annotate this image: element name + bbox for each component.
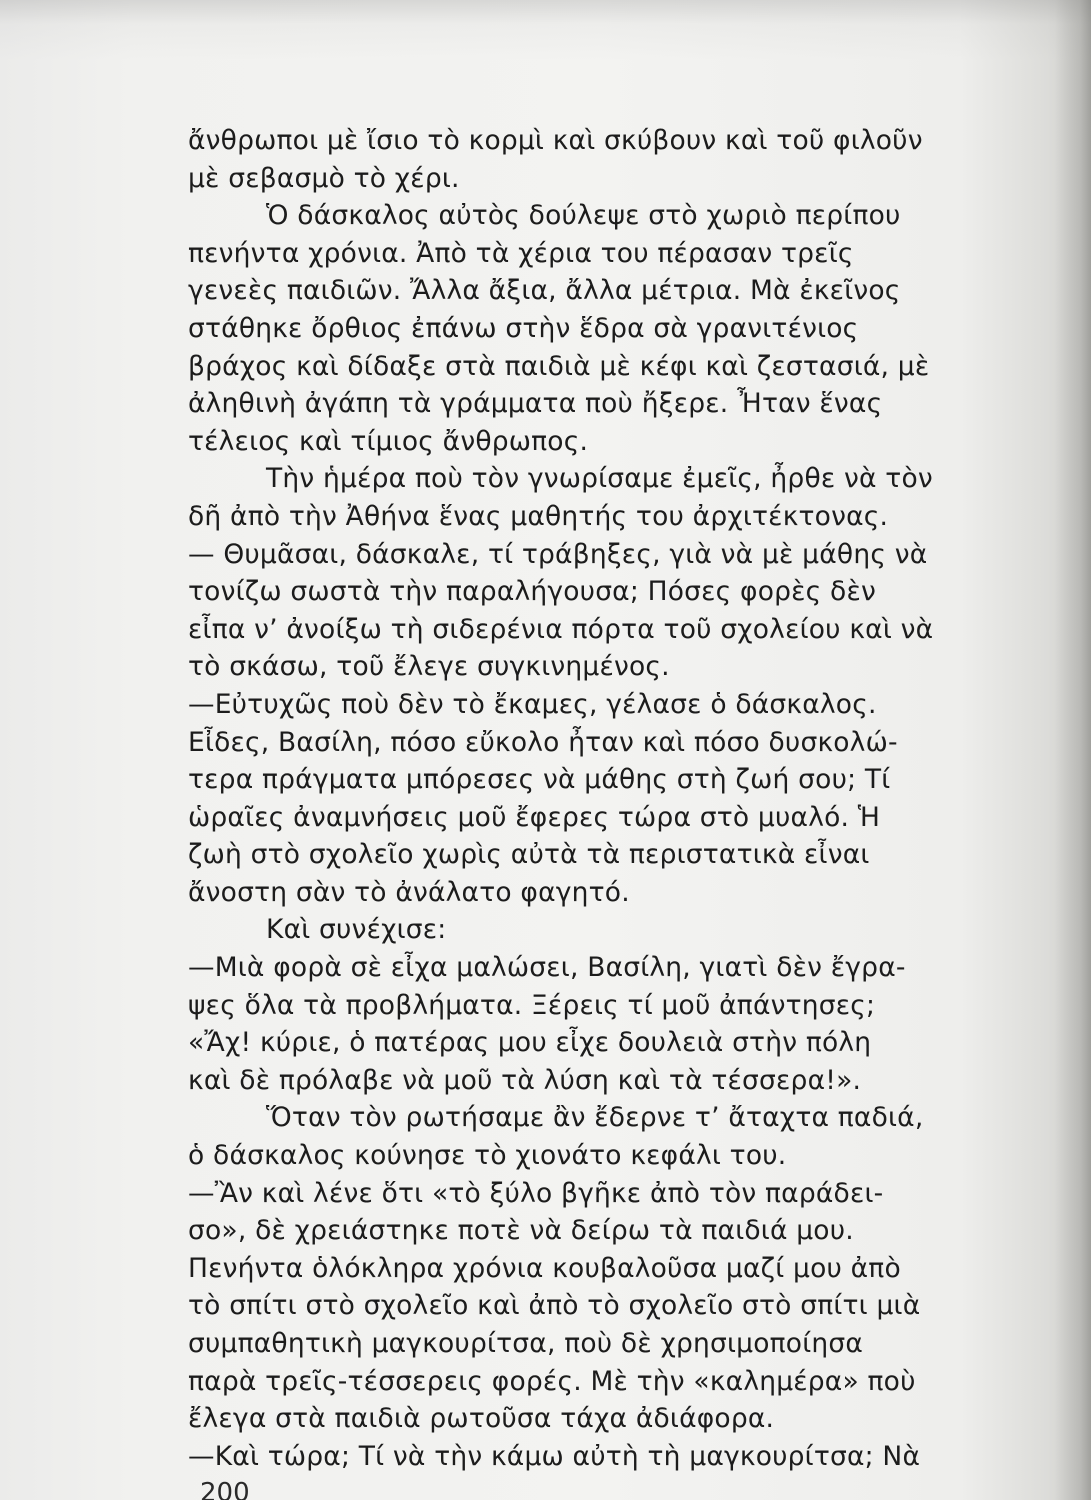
text-line: γενεὲς παιδιῶν. Ἄλλα ἄξια, ἄλλα μέτρια. Μὰ ἐκεῖνος — [188, 275, 901, 307]
text-line: στάθηκε ὄρθιος ἐπάνω στὴν ἕδρα σὰ γρανιτένιος — [188, 312, 859, 344]
dialogue-line: —Καὶ τώρα; Τί νὰ τὴν κάμω αὐτὴ τὴ μαγκουρίτσα; Νὰ — [188, 1440, 921, 1472]
page-right-edge-shadow — [1055, 0, 1091, 1500]
paragraph-start-line: Ὁ δάσκαλος αὐτὸς δούλεψε στὸ χωριὸ περίπου — [266, 200, 901, 232]
scan-top-shadow — [0, 0, 1091, 60]
text-line: ὁ δάσκαλος κούνησε τὸ χιονάτο κεφάλι του. — [188, 1140, 787, 1172]
paragraph-start-line: Τὴν ἡμέρα ποὺ τὸν γνωρίσαμε ἐμεῖς, ἦρθε νὰ τὸν — [266, 463, 933, 495]
page-body-text — [188, 122, 1048, 1475]
paragraph-start-line: Καὶ συνέχισε: — [266, 914, 447, 946]
text-line: τὸ σπίτι στὸ σχολεῖο καὶ ἀπὸ τὸ σχολεῖο στὸ σπίτι μιὰ — [188, 1290, 921, 1322]
page-number: 200 — [200, 1478, 250, 1500]
paragraph-start-line: Ὅταν τὸν ρωτήσαμε ἂν ἔδερνε τ’ ἄταχτα παδιά, — [266, 1102, 924, 1134]
text-line: ὡραῖες ἀναμνήσεις μοῦ ἔφερες τώρα στὸ μυαλό. Ἡ — [188, 801, 881, 833]
dialogue-line: —Μιὰ φορὰ σὲ εἶχα μαλώσει, Βασίλη, γιατὶ δὲν ἔγρα- — [188, 952, 906, 984]
text-line: τὸ σκάσω, τοῦ ἔλεγε συγκινημένος. — [188, 651, 670, 683]
text-line: παρὰ τρεῖς-τέσσερεις φορές. Μὲ τὴν «καλημέρα» ποὺ — [188, 1365, 916, 1397]
text-line: «Ἄχ! κύριε, ὁ πατέρας μου εἶχε δουλειὰ στὴν πόλη — [188, 1027, 872, 1059]
text-line: σο», δὲ χρειάστηκε ποτὲ νὰ δείρω τὰ παιδιά μου. — [188, 1215, 854, 1247]
text-line: ζωὴ στὸ σχολεῖο χωρὶς αὐτὰ τὰ περιστατικὰ εἶναι — [188, 839, 870, 871]
text-line: ψες ὅλα τὰ προβλήματα. Ξέρεις τί μοῦ ἀπάντησες; — [188, 989, 876, 1021]
dialogue-line: —Ἂν καὶ λένε ὅτι «τὸ ξύλο βγῆκε ἀπὸ τὸν παράδει- — [188, 1177, 884, 1209]
text-line: συμπαθητικὴ μαγκουρίτσα, ποὺ δὲ χρησιμοποίησα — [188, 1328, 864, 1359]
text-line: ἔλεγα στὰ παιδιὰ ρωτοῦσα τάχα ἀδιάφορα. — [188, 1403, 775, 1435]
text-line: τερα πράγματα μπόρεσες νὰ μάθης στὴ ζωή σου; Τί — [188, 764, 891, 796]
text-line: ἄνθρωποι μὲ ἴσιο τὸ κορμὶ καὶ σκύβουν καὶ τοῦ φιλοῦν — [188, 125, 923, 156]
text-line: τονίζω σωστὰ τὴν παραλήγουσα; Πόσες φορὲς δὲν — [188, 576, 876, 608]
text-line: Εἶδες, Βασίλη, πόσο εὔκολο ἦταν καὶ πόσο δυσκολώ- — [188, 726, 898, 758]
text-line: μὲ σεβασμὸ τὸ χέρι. — [188, 162, 460, 194]
dialogue-line: — Θυμᾶσαι, δάσκαλε, τί τράβηξες, γιὰ νὰ μὲ μάθης νὰ — [188, 538, 928, 570]
text-line: τέλειος καὶ τίμιος ἄνθρωπος. — [188, 425, 589, 457]
text-line: ἀληθινὴ ἀγάπη τὰ γράμματα ποὺ ἤξερε. Ἦταν ἕνας — [188, 388, 883, 420]
text-line: Πενήντα ὁλόκληρα χρόνια κουβαλοῦσα μαζί μου ἀπὸ — [188, 1252, 901, 1284]
text-line: δῆ ἀπὸ τὴν Ἀθήνα ἕνας μαθητής του ἀρχιτέκτονας. — [188, 500, 889, 532]
text-line: καὶ δὲ πρόλαβε νὰ μοῦ τὰ λύση καὶ τὰ τέσσερα!». — [188, 1064, 862, 1096]
text-line: βράχος καὶ δίδαξε στὰ παιδιὰ μὲ κέφι καὶ ζεστασιά, μὲ — [188, 350, 930, 382]
text-line: εἶπα ν’ ἀνοίξω τὴ σιδερένια πόρτα τοῦ σχολείου καὶ νὰ — [188, 613, 934, 645]
text-line: πενήντα χρόνια. Ἀπὸ τὰ χέρια του πέρασαν τρεῖς — [188, 237, 854, 269]
dialogue-line: —Εὐτυχῶς ποὺ δὲν τὸ ἔκαμες, γέλασε ὁ δάσκαλος. — [188, 688, 877, 720]
text-line: ἄνοστη σὰν τὸ ἀνάλατο φαγητό. — [188, 876, 630, 908]
